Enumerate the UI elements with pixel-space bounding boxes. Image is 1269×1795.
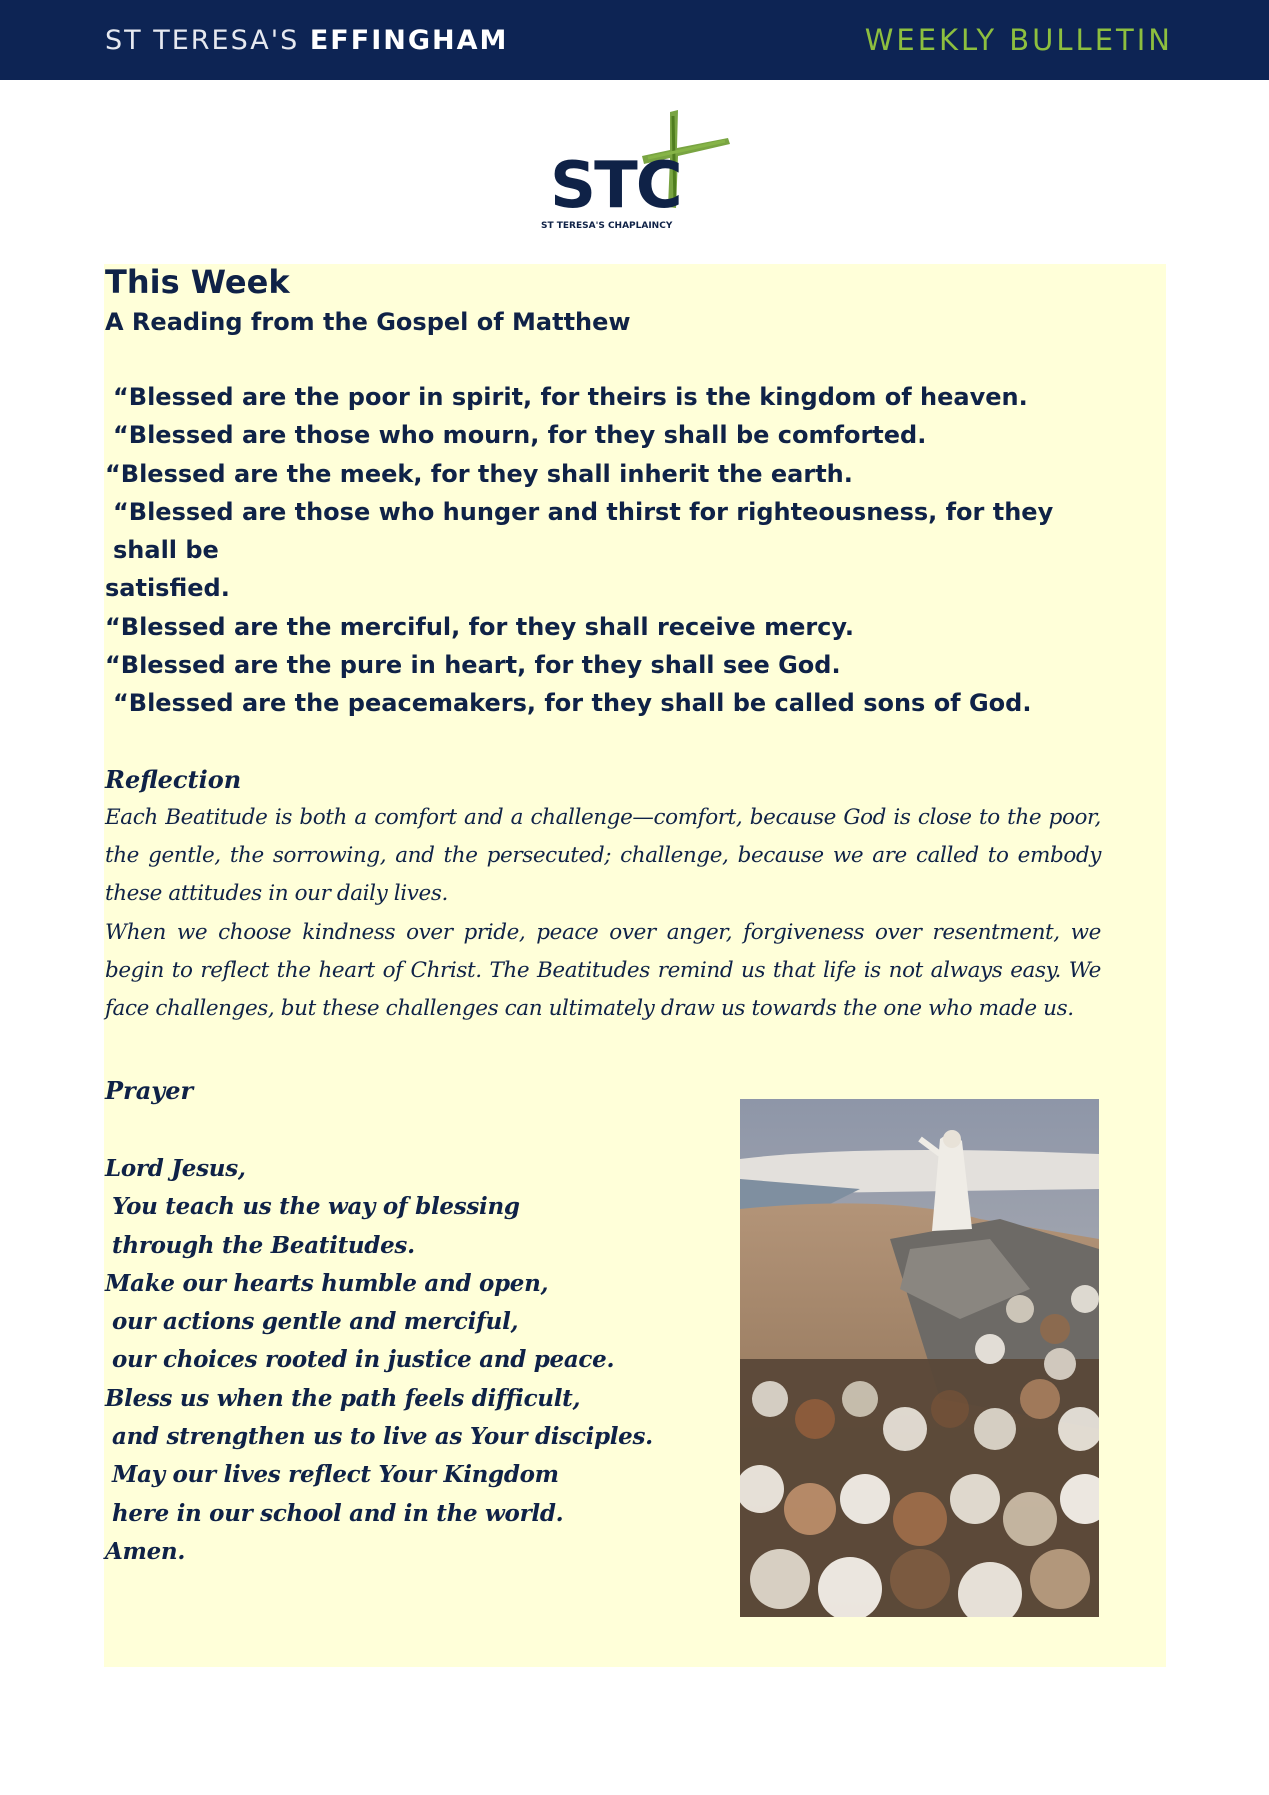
beatitude-line: “Blessed are the merciful, for they shall receive mercy. — [105, 612, 854, 641]
prayer-line: our actions gentle and merciful, — [112, 1308, 519, 1336]
prayer-line: and strengthen us to live as Your disciples. — [112, 1423, 653, 1451]
reflection-paragraph: When we choose kindness over pride, peace over anger, forgiveness over resentment, we begin to reflect the heart of Christ. The Beatitudes remind us that life is not always easy. We face challenges, but these challenges can ultimately draw us towards the one who made us. — [105, 919, 1101, 1022]
beatitude-line: satisfied. — [105, 574, 230, 603]
header-bar — [0, 0, 1269, 80]
prayer-line: Lord Jesus, — [105, 1155, 246, 1182]
gospel-reading-title: A Reading from the Gospel of Matthew — [105, 308, 631, 336]
prayer-line: our choices rooted in justice and peace. — [112, 1346, 615, 1374]
beatitude-line: “Blessed are those who hunger and thirst for righteousness, for they shall be — [113, 497, 1054, 565]
beatitude-line: “Blessed are the peacemakers, for they shall be called sons of God. — [113, 689, 1032, 718]
chaplaincy-logo — [540, 108, 740, 236]
logo-subtitle: ST TERESA'S CHAPLAINCY — [541, 221, 673, 231]
prayer-line: You teach us the way of blessing — [112, 1193, 520, 1221]
school-name-bold: EFFINGHAM — [309, 24, 509, 56]
prayer-title: Prayer — [105, 1076, 194, 1105]
painting-image — [740, 1099, 1099, 1617]
beatitude-line: “Blessed are those who mourn, for they shall be comforted. — [113, 421, 927, 450]
school-name — [105, 25, 508, 56]
main-content — [105, 262, 1105, 1028]
prayer-line: through the Beatitudes. — [112, 1231, 415, 1259]
prayer-line: Amen. — [105, 1537, 186, 1565]
prayer-line: May our lives reflect Your Kingdom — [112, 1461, 559, 1489]
prayer-line: here in our school and in the world. — [112, 1499, 564, 1527]
prayer-text — [105, 1150, 653, 1571]
bulletin-label: WEEKLY BULLETIN — [864, 23, 1173, 57]
reflection-text — [105, 799, 1105, 1029]
prayer-line: Make our hearts humble and open, — [105, 1269, 549, 1297]
prayer-line: Bless us when the path feels difficult, — [105, 1384, 581, 1412]
beatitude-line: “Blessed are the pure in heart, for they shall see God. — [105, 651, 841, 680]
section-title-this-week: This Week — [105, 263, 290, 301]
reflection-title: Reflection — [105, 764, 242, 794]
beatitudes-list — [105, 378, 1105, 723]
beatitude-line: “Blessed are the poor in spirit, for theirs is the kingdom of heaven. — [113, 383, 1028, 411]
sermon-on-the-mount-painting — [740, 1099, 1099, 1617]
school-name-thin: ST TERESA'S — [105, 24, 300, 56]
beatitude-line: “Blessed are the meek, for they shall inherit the earth. — [105, 459, 853, 488]
reflection-paragraph: Each Beatitude is both a comfort and a challenge—comfort, because God is close to the poor, the gentle, the sorrowing, and the persecuted; challenge, because we are called to embody these attitudes in our daily lives. — [105, 804, 1101, 907]
logo-letters: STC — [550, 149, 681, 223]
